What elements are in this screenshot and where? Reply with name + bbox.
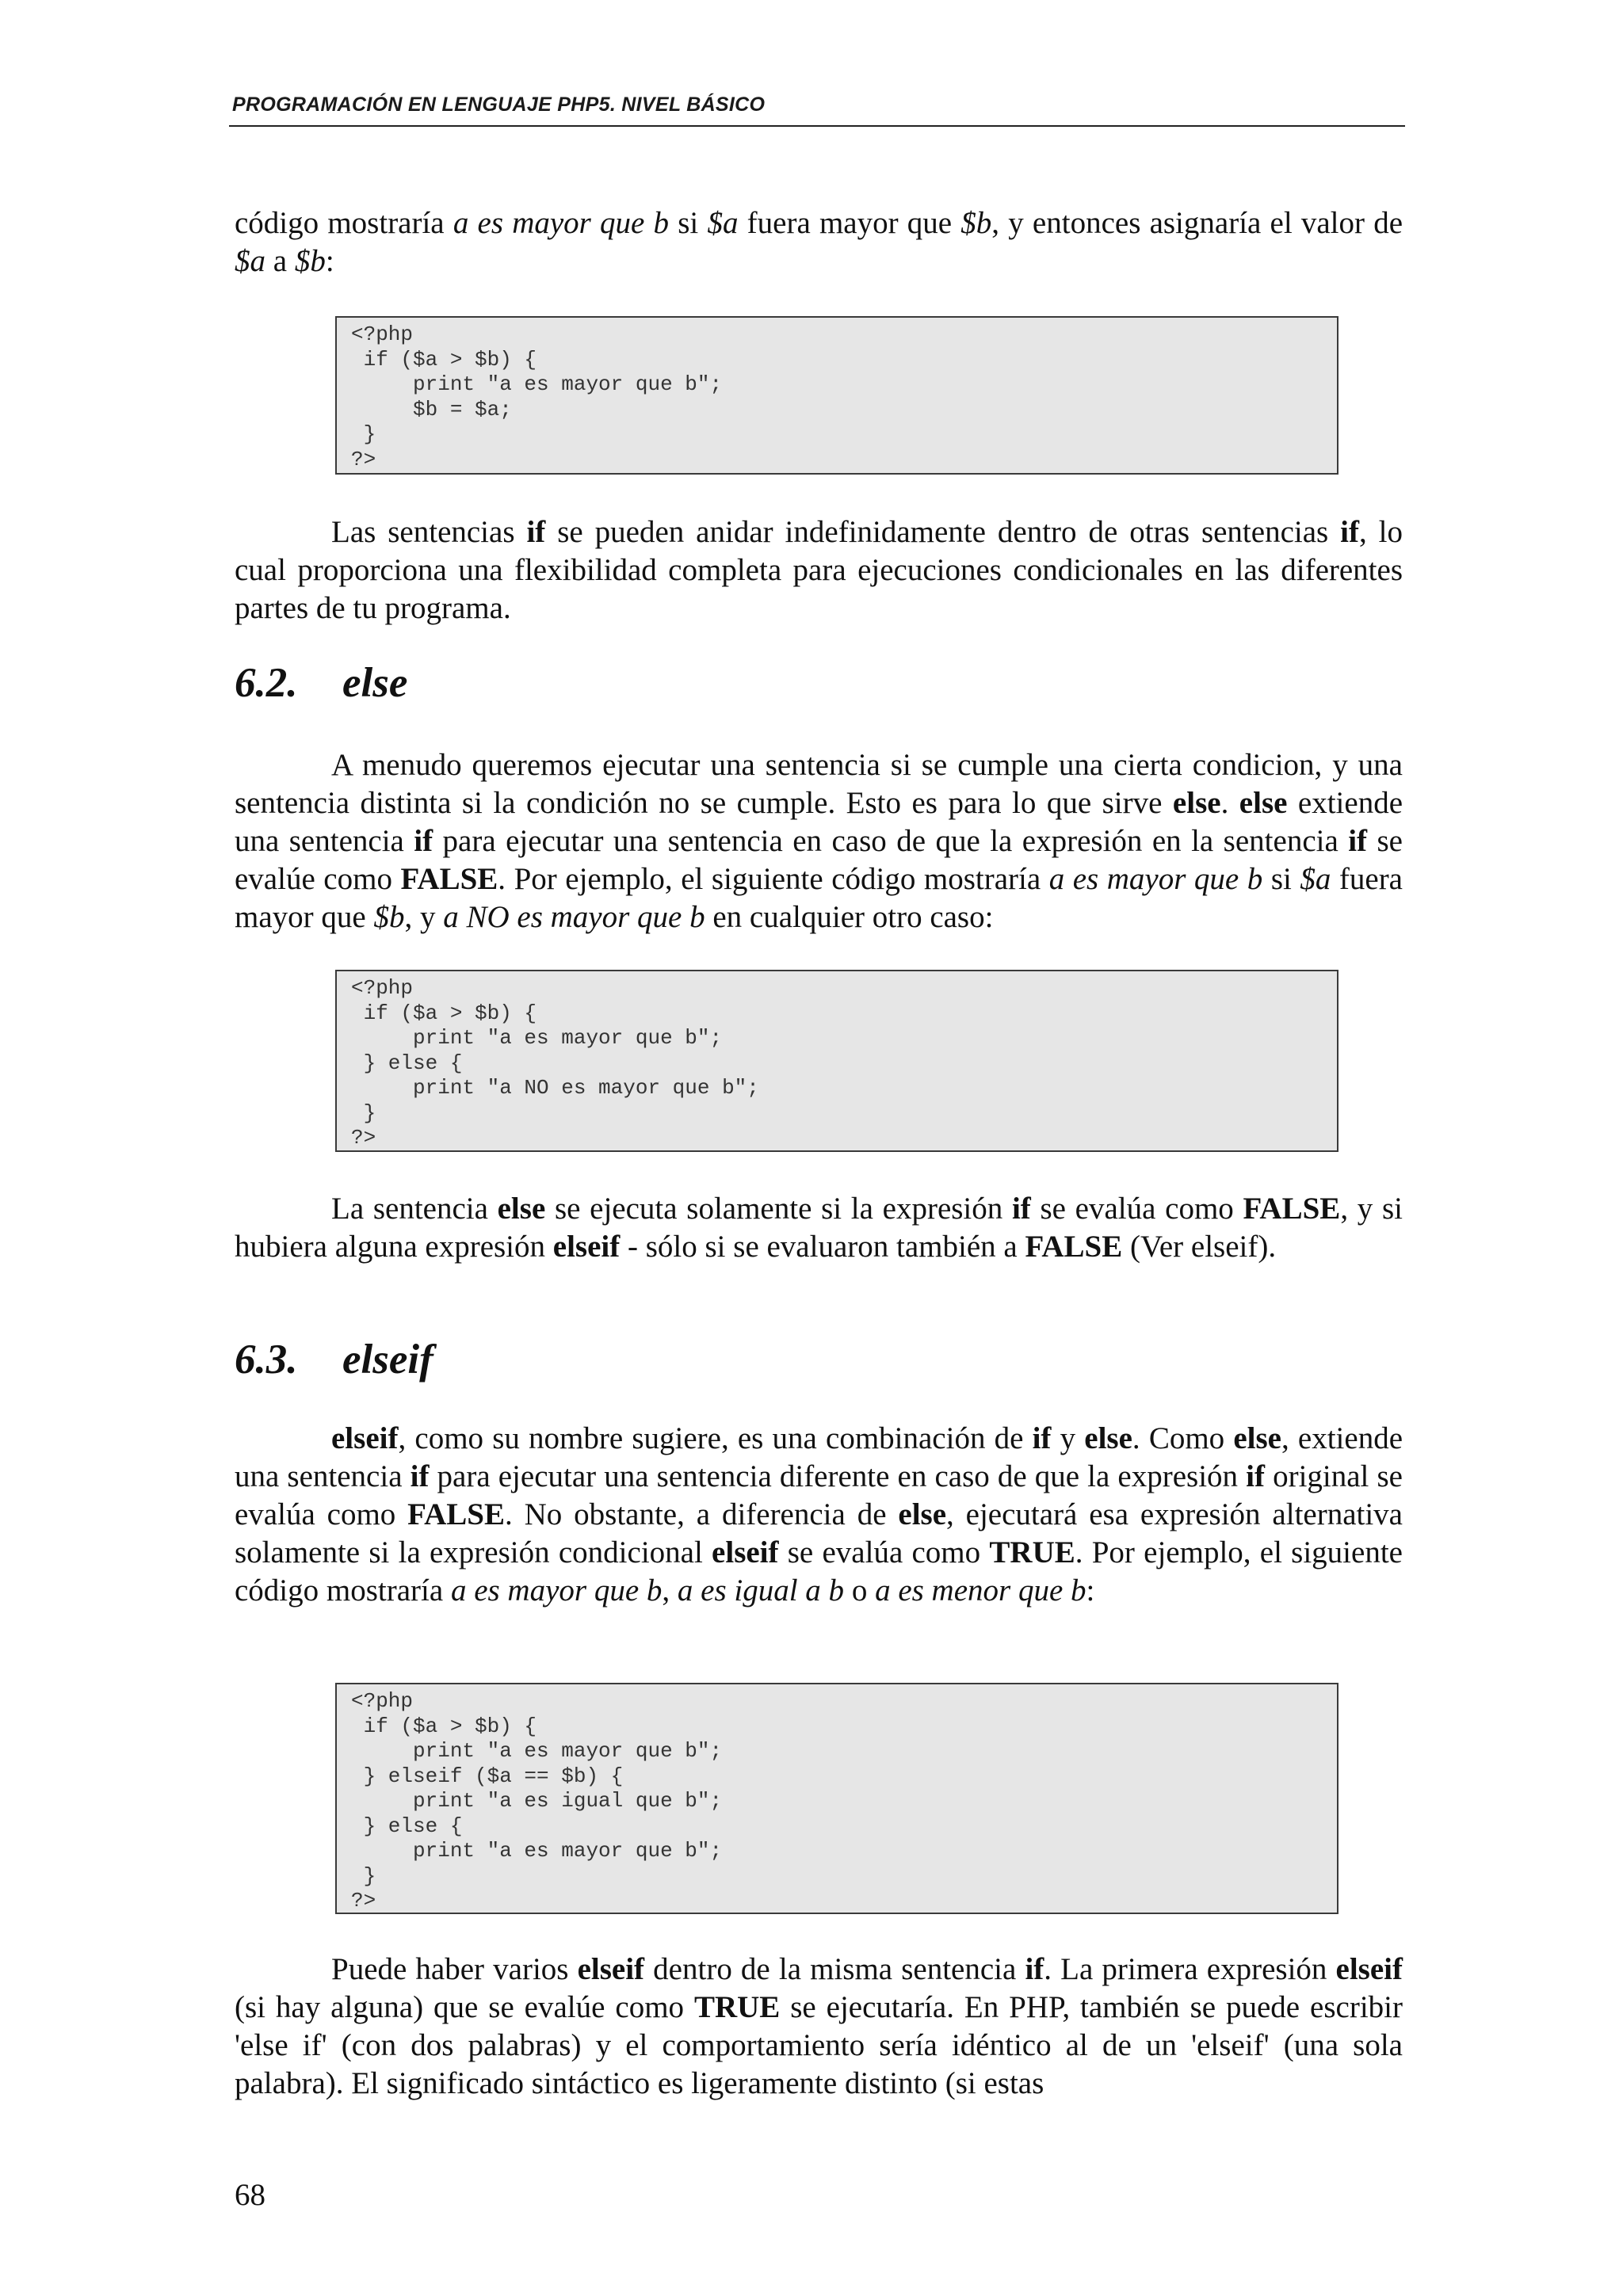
header-divider xyxy=(229,125,1405,127)
section-number: 6.2. xyxy=(235,660,298,706)
code-listing: <?php if ($a > $b) { print "a es mayor que b"; $b = $a; } ?> xyxy=(351,322,723,471)
running-header: PROGRAMACIÓN EN LENGUAJE PHP5. NIVEL BÁSICO xyxy=(232,93,766,116)
code-block-else xyxy=(335,970,1338,1152)
code-listing: <?php if ($a > $b) { print "a es mayor que b"; } elseif ($a == $b) { print "a es igual que b"; } else { print "a es mayor que b"; } ?> xyxy=(351,1689,723,1913)
section-heading-elseif xyxy=(235,1336,433,1383)
section-title: elseif xyxy=(342,1337,433,1383)
paragraph-elseif-description: elseif, como su nombre sugiere, es una combinación de if y else. Como else, extiende una sentencia if para ejecutar una sentencia diferente en caso de que la expresión if original se evalúa como FALSE. No obstante, a diferencia de else, ejecutará esa expresión alternativa solamente si la expresión condicional elseif se evalúa como TRUE. Por ejemplo, el siguiente código mostraría a es mayor que b, a es igual a b o a es menor que b: xyxy=(235,1421,1403,1608)
section-heading-else xyxy=(235,659,407,707)
code-block-if xyxy=(335,316,1338,475)
paragraph-intro-continuation: código mostraría a es mayor que b si $a fuera mayor que $b, y entonces asignaría el valor de $a a $b: xyxy=(235,206,1403,278)
paragraph-else-description: A menudo queremos ejecutar una sentencia si se cumple una cierta condicion, y una sentencia distinta si la condición no se cumple. Esto es para lo que sirve else. else extiende una sentencia if para ejecutar una sentencia en caso de que la expresión en la sentencia if se evalúe como FALSE. Por ejemplo, el siguiente código mostraría a es mayor que b si $a fuera mayor que $b, y a NO es mayor que b en cualquier otro caso: xyxy=(235,748,1403,934)
page-number: 68 xyxy=(235,2178,265,2212)
section-number: 6.3. xyxy=(235,1337,298,1383)
paragraph-else-execution: La sentencia else se ejecuta solamente si la expresión if se evalúa como FALSE, y si hubiera alguna expresión elseif - sólo si se evaluaron también a FALSE (Ver elseif). xyxy=(235,1192,1403,1264)
code-block-elseif xyxy=(335,1683,1338,1914)
code-listing: <?php if ($a > $b) { print "a es mayor que b"; } else { print "a NO es mayor que b"; } ?> xyxy=(351,976,759,1150)
paragraph-multiple-elseif: Puede haber varios elseif dentro de la misma sentencia if. La primera expresión elseif (si hay alguna) que se evalúe como TRUE se ejecutaría. En PHP, también se puede escribir 'else if' (con dos palabras) y el comportamiento sería idéntico al de un 'elseif' (una sola palabra). El significado sintáctico es ligeramente distinto (si estas xyxy=(235,1952,1403,2100)
section-title: else xyxy=(342,660,408,706)
paragraph-nested-if: Las sentencias if se pueden anidar indefinidamente dentro de otras sentencias if, lo cual proporciona una flexibilidad completa para ejecuciones condicionales en las diferentes partes de tu programa. xyxy=(235,515,1403,625)
